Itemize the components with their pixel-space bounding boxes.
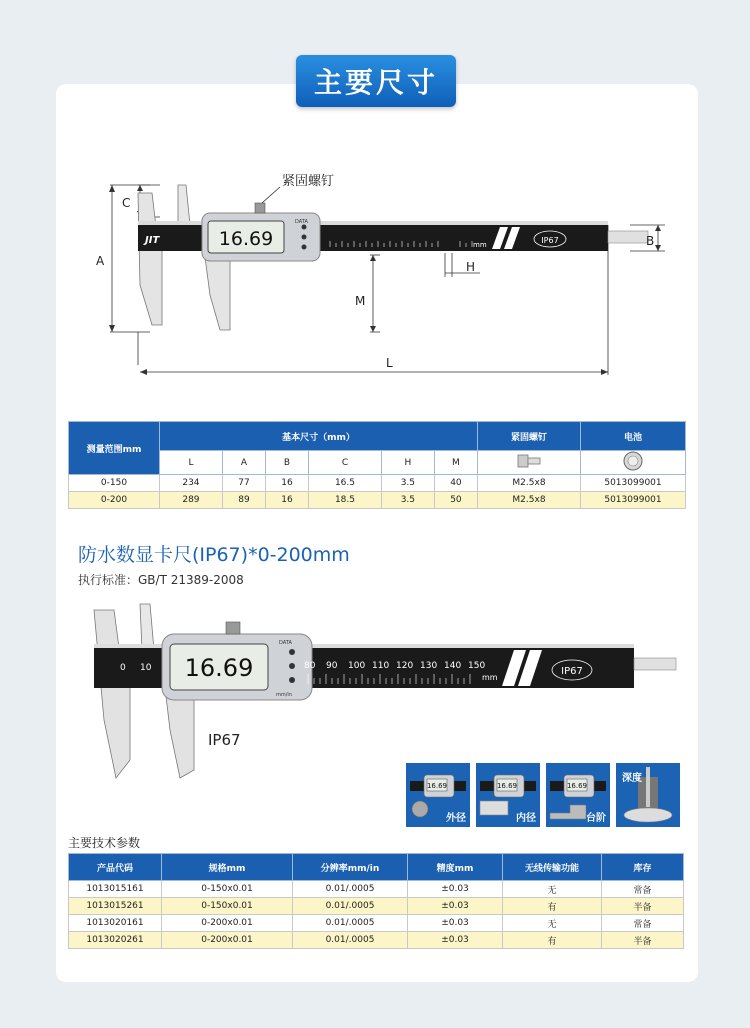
scale-140: 140 xyxy=(444,661,462,671)
thumb-value-0: 16.69 xyxy=(426,782,448,790)
header-resolution: 分辨率mm/in xyxy=(293,854,408,881)
table-row: 0-150 234 77 16 16.5 3.5 40 M2.5x8 5013099001 xyxy=(69,475,686,492)
table-row: 0-200 289 89 16 18.5 3.5 50 M2.5x8 5013099001 xyxy=(69,492,686,509)
thumb-value-1: 16.69 xyxy=(496,782,518,790)
dim-h-label: H xyxy=(466,260,476,274)
col-c: C xyxy=(309,451,382,475)
tech-specs-table xyxy=(68,853,684,949)
screw-icon xyxy=(478,451,581,475)
col-h: H xyxy=(381,451,434,475)
scale-150: 150 xyxy=(468,661,486,671)
thumbnail-outer-diameter xyxy=(406,763,470,827)
battery-icon xyxy=(581,451,686,475)
section-title: 主要尺寸 xyxy=(296,55,456,107)
diagram-display-value: 16.69 xyxy=(218,228,274,250)
table-row: 1013015261 0-150x0.01 0.01/.0005 ±0.03 有 半备 xyxy=(69,898,684,915)
header-wireless: 无线传输功能 xyxy=(503,854,602,881)
product-ip-badge: IP67 xyxy=(561,666,583,677)
col-a: A xyxy=(222,451,265,475)
diagram-brand: JIT xyxy=(145,235,160,246)
table-row: 1013015161 0-150x0.01 0.01/.0005 ±0.03 无 常备 xyxy=(69,881,684,898)
dim-l-label: L xyxy=(386,356,393,370)
thumb-label-2: 台阶 xyxy=(586,813,606,824)
thumbnail-step xyxy=(546,763,610,827)
header-accuracy: 精度mm xyxy=(408,854,503,881)
thumb-value-2: 16.69 xyxy=(566,782,588,790)
col-l: L xyxy=(160,451,223,475)
dim-a-label: A xyxy=(96,254,105,268)
dim-c-label: C xyxy=(122,196,131,210)
scale-10: 10 xyxy=(140,663,152,673)
diagram-data-label: DATA xyxy=(295,219,308,225)
scale-120: 120 xyxy=(396,661,414,671)
scale-130: 130 xyxy=(420,661,438,671)
thumb-label-0: 外径 xyxy=(446,813,466,824)
screw-label: 紧固螺钉 xyxy=(282,174,335,189)
scale-100: 100 xyxy=(348,661,366,671)
ip67-label: IP67 xyxy=(208,731,241,749)
header-spec: 规格mm xyxy=(162,854,293,881)
scale-110: 110 xyxy=(372,661,390,671)
table-row: 1013020261 0-200x0.01 0.01/.0005 ±0.03 有 半备 xyxy=(69,932,684,949)
table-row: 1013020161 0-200x0.01 0.01/.0005 ±0.03 无 常备 xyxy=(69,915,684,932)
caliper-product-image xyxy=(86,600,686,780)
thumbnail-inner-diameter xyxy=(476,763,540,827)
col-m: M xyxy=(434,451,477,475)
product-unit: mm xyxy=(482,673,498,682)
screw-header: 紧固螺钉 xyxy=(478,422,581,451)
range-header: 测量范围mm xyxy=(69,422,160,475)
dim-m-label: M xyxy=(355,294,366,308)
header-product-code: 产品代码 xyxy=(69,854,162,881)
header-stock: 库存 xyxy=(602,854,684,881)
product-mode-label: mm/in xyxy=(276,692,292,698)
standard-text: 执行标准：GB/T 21389-2008 xyxy=(78,573,244,587)
dim-b-label: B xyxy=(646,234,655,248)
col-b: B xyxy=(265,451,308,475)
product-display-value: 16.69 xyxy=(184,654,254,682)
caliper-dimension-diagram xyxy=(90,165,680,385)
scale-80: 80 xyxy=(304,661,316,671)
scale-0: 0 xyxy=(120,663,126,673)
thumb-label-1: 内径 xyxy=(516,813,536,824)
product-data-label: DATA xyxy=(279,640,292,646)
tech-specs-title: 主要技术参数 xyxy=(68,836,141,850)
basic-size-header: 基本尺寸（mm） xyxy=(160,422,478,451)
diagram-unit: mm xyxy=(473,241,487,249)
dimension-table xyxy=(68,421,686,509)
product-title: 防水数显卡尺(IP67)*0-200mm xyxy=(78,544,350,566)
thumb-label-3: 深度 xyxy=(622,773,642,784)
scale-90: 90 xyxy=(326,661,338,671)
thumbnail-depth xyxy=(616,763,680,827)
battery-header: 电池 xyxy=(581,422,686,451)
diagram-ip-badge: IP67 xyxy=(541,236,559,245)
